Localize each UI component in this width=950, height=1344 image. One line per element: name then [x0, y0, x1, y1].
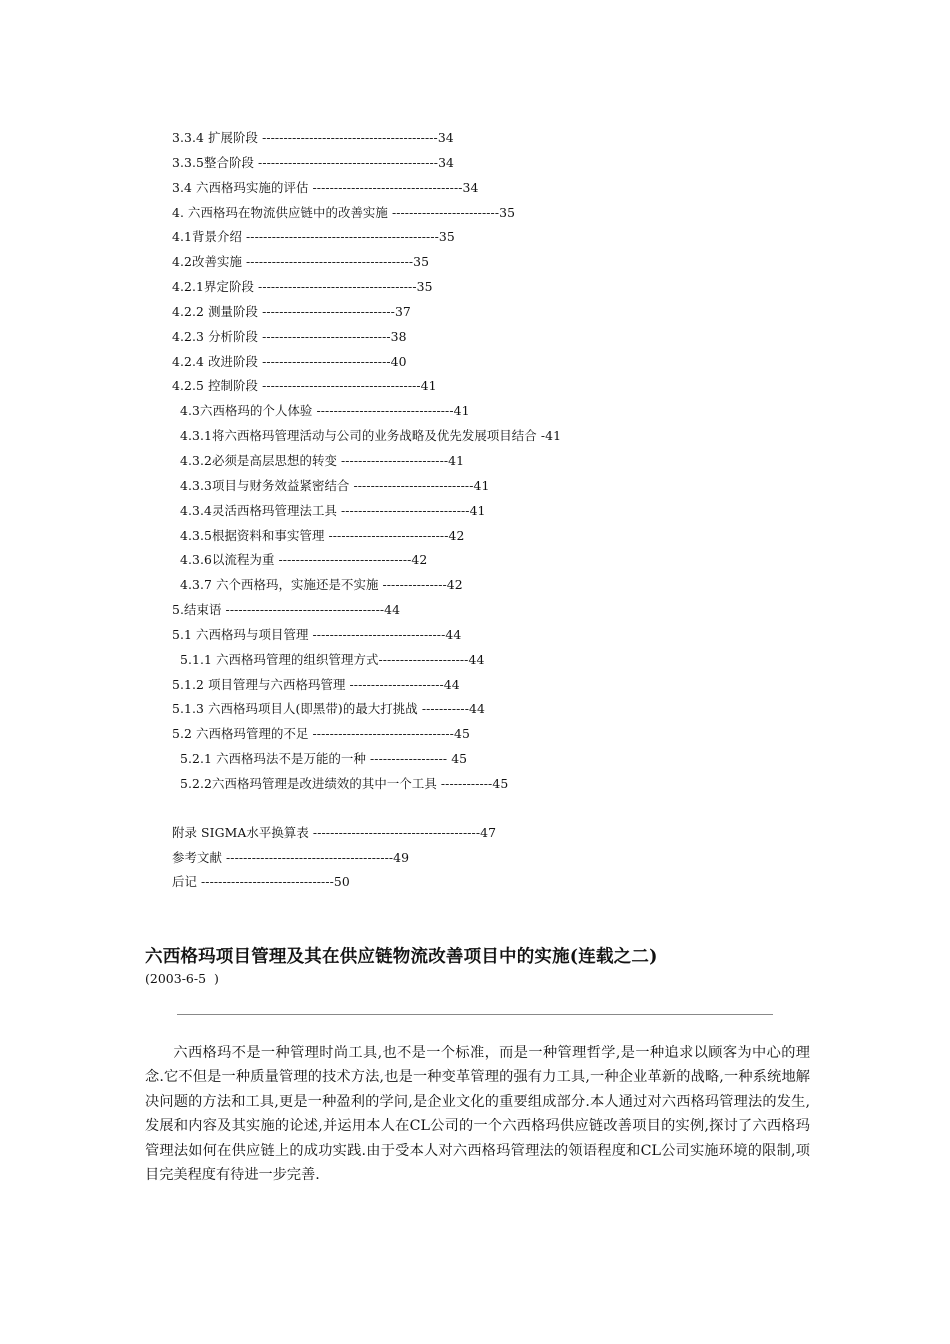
toc-entry[interactable]: 5.2 六西格玛管理的不足 ---------------------------------45 — [172, 726, 470, 742]
toc-entry[interactable]: 5.结束语 -------------------------------------44 — [172, 602, 401, 618]
toc-entry[interactable]: 4.3.4灵活西格玛管理法工具 ------------------------------41 — [180, 502, 486, 518]
toc-entry[interactable]: 3.4 六西格玛实施的评估 -----------------------------------34 — [172, 179, 479, 195]
toc-entry-postscript[interactable]: 后记 -------------------------------50 — [172, 874, 350, 890]
divider — [177, 1014, 773, 1015]
toc-entry[interactable]: 5.1.3 六西格玛项目人(即黑带)的最大打挑战 -----------44 — [172, 701, 485, 717]
toc-entry[interactable]: 4.3.5根据资料和事实管理 ----------------------------42 — [180, 527, 465, 543]
article-date: (2003-6-5 ) — [145, 971, 219, 986]
toc-entry[interactable]: 4.2.3 分析阶段 ------------------------------38 — [172, 328, 407, 344]
toc-entry[interactable]: 4.3六西格玛的个人体验 --------------------------------41 — [180, 403, 470, 419]
toc-entry[interactable]: 5.2.1 六西格玛法不是万能的一种 ------------------ 45 — [180, 751, 468, 767]
article-paragraph: 六西格玛不是一种管理时尚工具,也不是一个标准，而是一种管理哲学,是一种追求以顾客为中心的理念.它不但是一种质量管理的技术方法,也是一种变革管理的强有力工具,一种企业革新的战略,一种系统地解决问题的方法和工具,更是一种盈利的学问,是企业文化的重要组成部分.本人通过对六西格玛管理法的发生,发展和内容及其实施的论述,并运用本人在CL公司的一个六西格玛供应链改善项目的实例,探讨了六西格玛管理法如何在供应链上的成功实践.由于受本人对六西格玛管理法的领语程度和CL公司实施环境的限制,项目完美程度有待进一步完善. — [145, 1045, 810, 1184]
toc-entry[interactable]: 4.2.5 控制阶段 -------------------------------------41 — [172, 378, 437, 394]
article-title: 六西格玛项目管理及其在供应链物流改善项目中的实施(连载之二) — [145, 947, 658, 967]
toc-entry[interactable]: 4.3.3项目与财务效益紧密结合 ----------------------------41 — [180, 477, 490, 493]
toc-entry[interactable]: 4.2.4 改进阶段 ------------------------------40 — [172, 353, 407, 369]
toc-entry[interactable]: 4.3.1将六西格玛管理活动与公司的业务战略及优先发展项目结合 -41 — [180, 428, 562, 444]
table-of-contents — [172, 126, 872, 895]
toc-entry[interactable]: 3.3.5整合阶段 ------------------------------------------34 — [172, 154, 455, 170]
toc-entry[interactable]: 4.2.2 测量阶段 -------------------------------37 — [172, 303, 411, 319]
toc-entry[interactable]: 5.2.2六西格玛管理是改进绩效的其中一个工具 ------------45 — [180, 775, 509, 791]
toc-entry[interactable]: 5.1.2 项目管理与六西格玛管理 ----------------------44 — [172, 676, 460, 692]
toc-entry[interactable]: 4.2.1界定阶段 -------------------------------------35 — [172, 279, 433, 295]
toc-entry[interactable]: 4.3.7 六个西格玛，实施还是不实施 ---------------42 — [180, 577, 463, 593]
toc-entry[interactable]: 4.3.6以流程为重 -------------------------------42 — [180, 552, 428, 568]
toc-entry-appendix[interactable]: 附录 SIGMA水平换算表 ---------------------------------------47 — [172, 824, 497, 840]
toc-entry[interactable]: 4.2改善实施 ---------------------------------------35 — [172, 254, 430, 270]
toc-entry[interactable]: 5.1.1 六西格玛管理的组织管理方式---------------------44 — [180, 651, 485, 667]
toc-entry[interactable]: 4.1背景介绍 ---------------------------------------------35 — [172, 229, 455, 245]
toc-spacer — [172, 797, 872, 821]
toc-entry[interactable]: 4.3.2必须是高层思想的转变 -------------------------41 — [180, 452, 465, 468]
toc-entry-references[interactable]: 参考文献 ---------------------------------------49 — [172, 849, 410, 865]
toc-entry[interactable]: 3.3.4 扩展阶段 -----------------------------------------34 — [172, 130, 454, 145]
toc-entry[interactable]: 5.1 六西格玛与项目管理 -------------------------------44 — [172, 626, 462, 642]
toc-entry[interactable]: 4. 六西格玛在物流供应链中的改善实施 -------------------------35 — [172, 204, 516, 220]
